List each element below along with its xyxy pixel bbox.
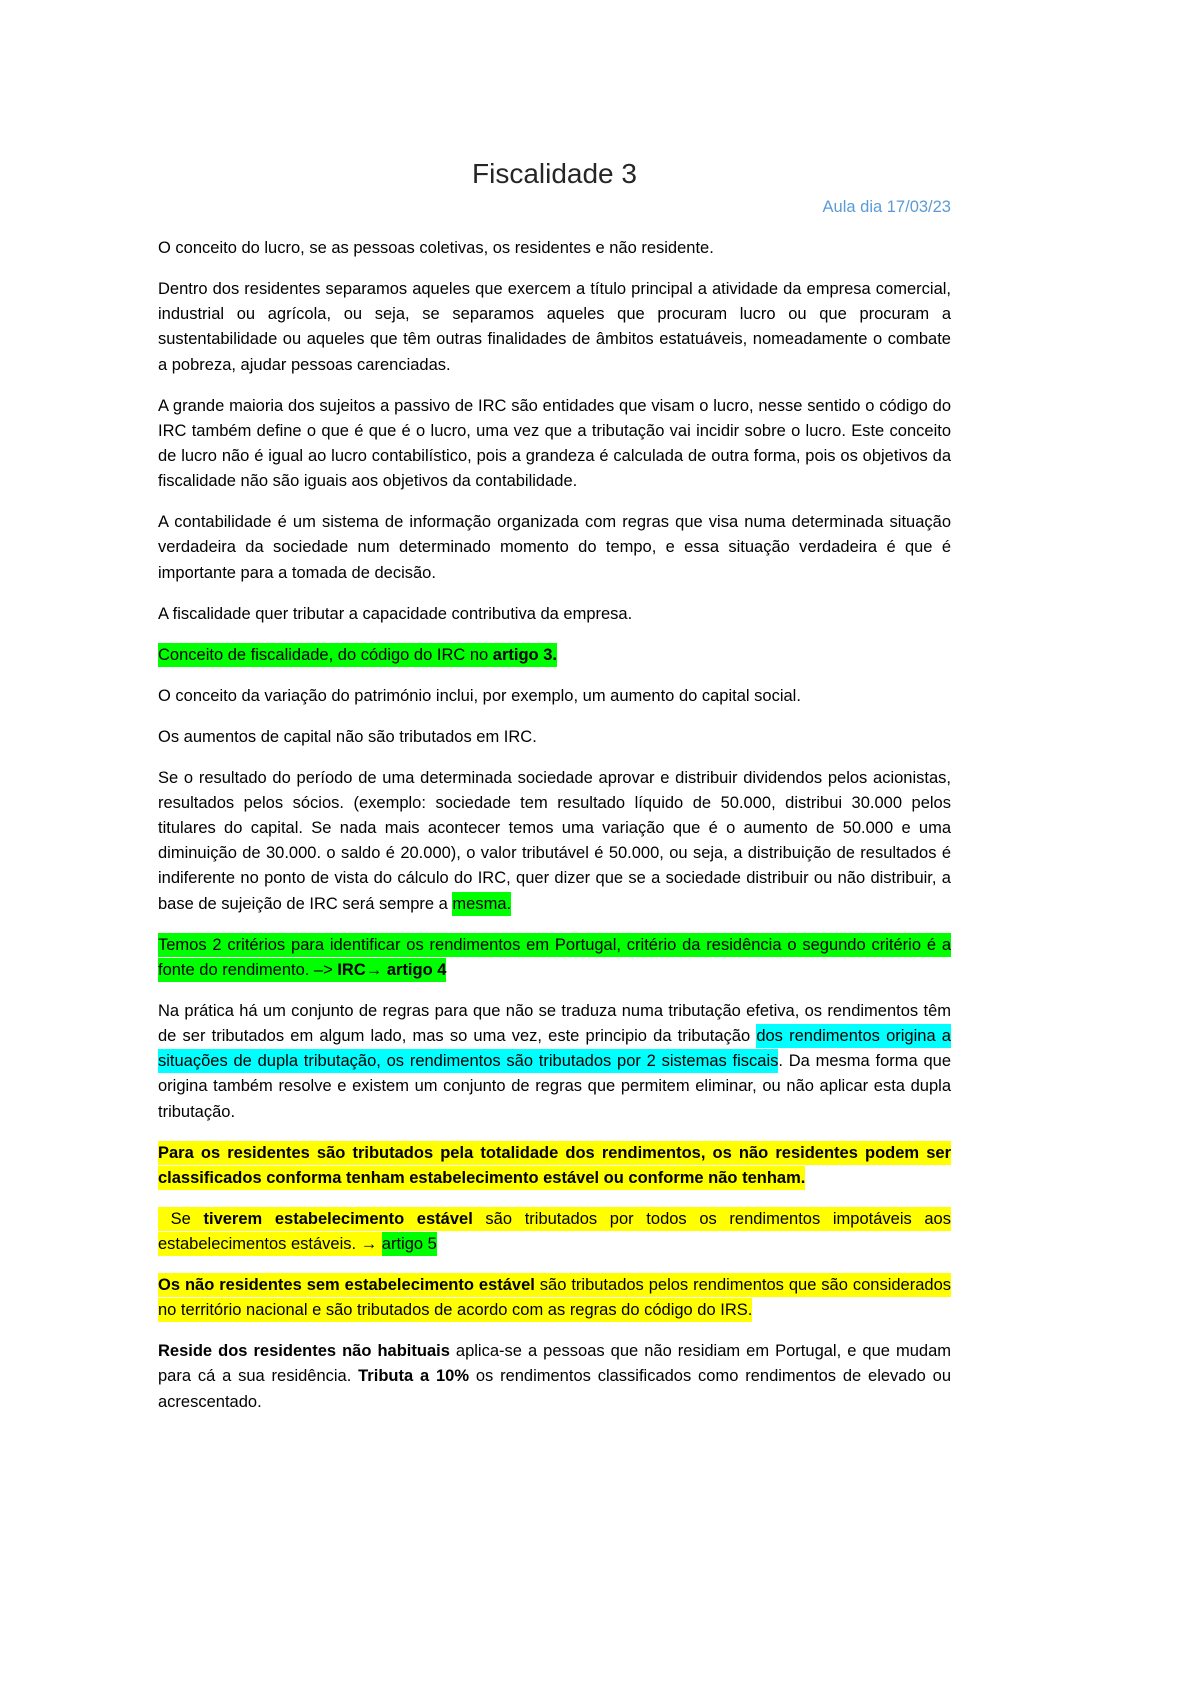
text-run: A fiscalidade quer tributar a capacidade contributiva da empresa. <box>158 604 633 623</box>
highlighted-bold-text: tiverem estabelecimento estável <box>204 1207 473 1231</box>
text-run: Os aumentos de capital não são tributados em IRC. <box>158 727 537 746</box>
highlighted-bold-text: artigo 3. <box>493 643 557 667</box>
highlighted-text: mesma. <box>452 892 511 916</box>
text-run: Dentro dos residentes separamos aqueles que exercem a título principal a atividade da empresa comercial, industrial ou agrícola, ou seja, se separamos aqueles que procuram lucro ou que procuram a sustentabilidade ou aqueles que têm outras finalidades de âmbitos estatuáveis, nomeadamente o combate a pobreza, ajudar pessoas carenciadas. <box>158 280 951 374</box>
highlighted-text: Se <box>158 1207 204 1231</box>
highlighted-bold-text: Para os residentes são tributados pela totalidade dos rendimentos, os não residentes podem ser classificados conforma tenham estabelecimento estável ou conforme não tenham. <box>158 1141 951 1190</box>
paragraph-taxation-capacity <box>158 602 951 627</box>
paragraph-capital-increase <box>158 725 951 750</box>
paragraph-profit-concept <box>158 236 951 261</box>
text-run: A grande maioria dos sujeitos a passivo de IRC são entidades que visam o lucro, nesse sentido o código do IRC também define o que é que é o lucro, uma vez que a tributação vai incidir sobre o lucro. Este conceito de lucro não é igual ao lucro contabilístico, pois a grandeza é calculada de outra forma, pois os objetivos da fiscalidade não são iguais aos objetivos da contabilidade. <box>158 396 951 491</box>
text-run: aplica-se a pessoas que não residiam em Portugal, e que mudam para cá a sua residência. <box>158 1342 951 1386</box>
bold-text: Reside dos residentes não habituais <box>158 1342 450 1361</box>
highlighted-text: são tributados pelos rendimentos que são considerados no território nacional e são tributados de acordo com as regras do código do IRS. <box>158 1273 951 1322</box>
paragraph-non-residents <box>158 1273 951 1323</box>
highlighted-bold-text: IRC→ artigo 4 <box>337 958 446 982</box>
paragraph-residents-taxation <box>158 1141 951 1191</box>
paragraph-permanent-establishment <box>158 1207 951 1257</box>
paragraph-article-3 <box>158 643 951 668</box>
paragraph-irc-profit <box>158 394 951 495</box>
text-run: Na prática há um conjunto de regras para que não se traduza numa tributação efetiva, os rendimentos têm de ser tributados em algum lado, mas so uma vez, este principio da tributação <box>158 1001 951 1046</box>
document-title: Fiscalidade 3 <box>472 158 637 189</box>
paragraph-dividends-example <box>158 766 951 917</box>
highlighted-text: são tributados por todos os rendimentos impotáveis aos estabelecimentos estáveis. → <box>158 1207 951 1256</box>
highlighted-text: artigo 5 <box>382 1232 437 1256</box>
text-run: . Da mesma forma que origina também resolve e existem um conjunto de regras que permitem eliminar, ou não aplicar esta dupla tributação. <box>158 1052 951 1121</box>
text-run: O conceito do lucro, se as pessoas coletivas, os residentes e não residente. <box>158 239 714 257</box>
highlighted-text: Temos 2 critérios para identificar os rendimentos em Portugal, critério da residência o segundo critério é a fonte do rendimento. –> <box>158 933 951 982</box>
highlighted-bold-text: Os não residentes sem estabelecimento estável <box>158 1273 535 1297</box>
document-body <box>158 156 951 1415</box>
paragraph-non-habitual-residents <box>158 1339 951 1415</box>
bold-text: Tributa a 10% <box>358 1367 469 1386</box>
paragraph-income-criteria <box>158 933 951 983</box>
text-run: os rendimentos classificados como rendimentos de elevado ou acrescentado. <box>158 1367 951 1411</box>
lesson-date-subtitle: Aula dia 17/03/23 <box>822 198 951 216</box>
highlighted-text: Conceito de fiscalidade, do código do IRC no <box>158 643 493 667</box>
paragraph-residents <box>158 277 951 378</box>
text-run: O conceito da variação do património inclui, por exemplo, um aumento do capital social. <box>158 686 801 705</box>
paragraph-accounting <box>158 510 951 586</box>
text-run: A contabilidade é um sistema de informação organizada com regras que visa numa determinada situação verdadeira da sociedade num determinado momento do tempo, e essa situação verdadeira é que é importante para a tomada de decisão. <box>158 513 951 582</box>
paragraph-patrimony-variation <box>158 684 951 709</box>
highlighted-text: dos rendimentos origina a situações de dupla tributação, os rendimentos são tributados por 2 sistemas fiscais <box>158 1024 951 1073</box>
paragraph-double-taxation <box>158 999 951 1125</box>
text-run: Se o resultado do período de uma determinada sociedade aprovar e distribuir dividendos pelos acionistas, resultados pelos sócios. (exemplo: sociedade tem resultado líquido de 50.000, distribui 30.000 pelos titulares do capital. Se nada mais acontecer temos uma variação que é o aumento de 50.000 e uma diminuição de 30.000. o saldo é 20.000), o valor tributável é 50.000, ou seja, a distribuição de resultados é indiferente no ponto de vista do cálculo do IRC, quer dizer que se a sociedade distribuir ou não distribuir, a base de sujeição de IRC será sempre a <box>158 768 951 913</box>
